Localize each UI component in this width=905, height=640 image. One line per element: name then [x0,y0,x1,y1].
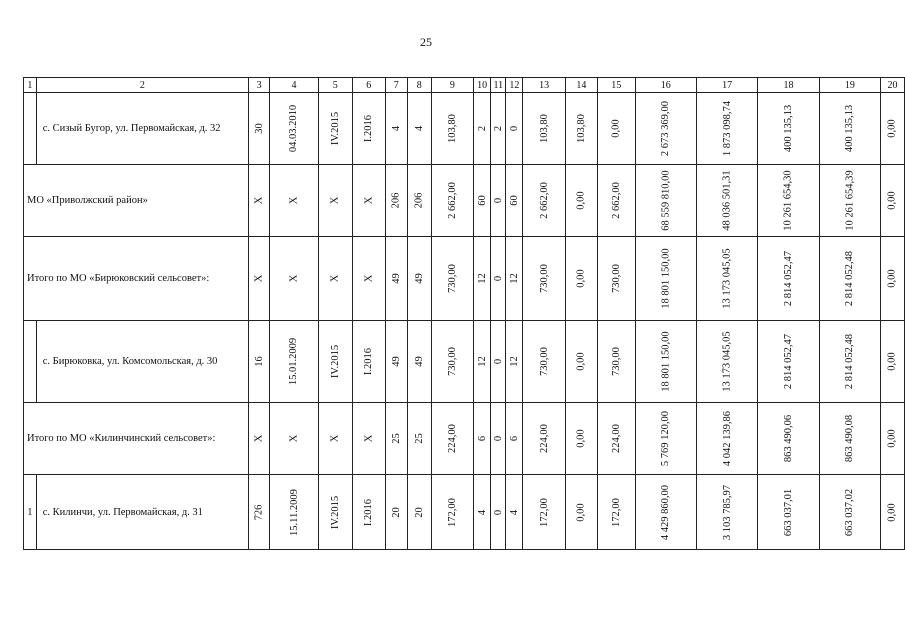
row-name: МО «Приволжский район» [24,165,249,237]
value-cell [491,165,506,237]
value-cell [635,237,696,321]
value-text: 20 [390,506,402,518]
value-text: IV.2015 [329,344,341,379]
value-text: 863 490,08 [844,414,856,463]
value-text: 6 [508,435,520,442]
value-text: 4 429 860,00 [660,484,672,540]
value-text: 2 662,00 [610,182,622,219]
value-text: 18 801 150,00 [660,331,672,392]
header-cell: 8 [407,78,431,93]
value-cell [491,93,506,165]
value-cell [474,93,491,165]
value-text: 730,00 [538,347,550,376]
value-cell [819,403,880,475]
value-cell [635,321,696,403]
value-text: 224,00 [610,424,622,453]
value-cell [431,403,473,475]
value-cell [270,93,318,165]
value-cell [758,321,819,403]
value-text: 20 [413,506,425,518]
value-text: 0 [492,197,504,204]
value-text: 49 [390,356,402,367]
value-cell [506,321,523,403]
value-text: 224,00 [538,424,550,453]
value-text: 2 662,00 [538,182,550,219]
value-cell [597,165,635,237]
value-cell [506,93,523,165]
value-text: 0,00 [575,191,587,210]
value-cell [474,165,491,237]
value-cell [597,321,635,403]
value-cell [565,475,597,550]
value-cell [431,165,473,237]
row-name: с. Килинчи, ул. Первомайская, д. 31 [36,475,248,550]
value-text: Х [363,434,375,443]
row-index [24,93,37,165]
value-text: 172,00 [610,497,622,527]
register-table [23,77,905,550]
page-number: 25 [420,35,432,49]
value-text: 730,00 [446,264,458,293]
value-text: 0 [492,435,504,442]
value-cell [407,165,431,237]
value-cell [407,321,431,403]
value-text: 172,00 [446,497,458,527]
value-text: 730,00 [610,264,622,293]
value-text: 13 173 045,05 [721,331,733,392]
value-cell [881,237,905,321]
value-text: 0 [508,125,520,132]
value-cell [696,165,757,237]
value-text: IV.2015 [329,111,341,146]
value-cell [352,165,385,237]
value-cell [696,237,757,321]
value-text: 0,00 [887,352,899,371]
value-text: 12 [508,356,520,367]
value-text: 4 042 139,86 [721,410,733,467]
value-cell [270,237,318,321]
value-text: 1 873 098,74 [721,100,733,157]
header-cell: 2 [36,78,248,93]
value-cell [506,475,523,550]
value-cell [474,403,491,475]
value-text: 13 173 045,05 [721,248,733,309]
value-text: 6 [476,435,488,442]
total-row [24,403,905,475]
value-cell [431,237,473,321]
header-cell: 4 [270,78,318,93]
value-cell [318,237,352,321]
value-text: 0,00 [887,429,899,448]
header-cell: 6 [352,78,385,93]
header-cell: 17 [696,78,757,93]
value-text: 10 261 654,39 [844,170,856,231]
value-text: Х [329,434,341,443]
value-cell [318,321,352,403]
value-text: 400 135,13 [844,104,856,153]
value-cell [819,165,880,237]
header-cell: 9 [431,78,473,93]
value-cell [635,475,696,550]
header-row [24,78,905,93]
value-text: 730,00 [538,264,550,293]
value-text: 0,00 [575,502,587,522]
value-cell [270,403,318,475]
value-text: 224,00 [446,424,458,453]
value-cell [758,165,819,237]
value-cell [758,475,819,550]
header-cell: 14 [565,78,597,93]
value-cell [248,403,269,475]
value-cell [819,475,880,550]
value-cell [318,93,352,165]
value-text: 0,00 [610,119,622,138]
value-cell [248,237,269,321]
value-cell [565,93,597,165]
header-cell: 3 [248,78,269,93]
row-name: с. Бирюковка, ул. Комсомольская, д. 30 [36,321,248,403]
value-cell [385,321,407,403]
value-text: 2 [492,125,504,132]
value-text: 3 103 785,97 [721,484,733,540]
value-text: 0,00 [887,269,899,288]
value-cell [696,93,757,165]
value-text: 103,80 [446,114,458,143]
value-cell [270,475,318,550]
header-cell: 16 [635,78,696,93]
object-row [24,475,905,550]
value-cell [385,237,407,321]
value-text: Х [253,274,265,283]
value-text: 60 [508,195,520,206]
value-cell [523,93,565,165]
value-text: I.2016 [363,347,375,376]
header-cell: 20 [881,78,905,93]
value-text: 2 662,00 [446,182,458,219]
value-cell [248,165,269,237]
value-text: 2 814 052,48 [844,333,856,390]
value-text: Х [253,434,265,443]
value-cell [597,237,635,321]
value-text: 4 [476,509,488,515]
value-text: Х [288,196,300,205]
header-cell: 18 [758,78,819,93]
value-text: 48 036 501,31 [721,170,733,231]
value-cell [523,475,565,550]
value-cell [491,237,506,321]
header-cell: 1 [24,78,37,93]
value-cell [407,475,431,550]
value-cell [696,403,757,475]
value-cell [506,237,523,321]
value-text: 103,80 [538,114,550,143]
header-cell: 10 [474,78,491,93]
header-cell: 5 [318,78,352,93]
value-cell [597,403,635,475]
value-text: 60 [476,195,488,206]
value-text: 206 [413,192,425,209]
value-cell [407,403,431,475]
row-name: с. Сизый Бугор, ул. Первомайская, д. 32 [36,93,248,165]
value-text: 0,00 [575,352,587,371]
value-text: 49 [390,273,402,284]
header-cell: 13 [523,78,565,93]
value-cell [565,321,597,403]
value-cell [506,165,523,237]
value-text: 4 [413,125,425,132]
value-text: 863 490,06 [783,414,795,463]
value-cell [352,93,385,165]
value-cell [318,403,352,475]
value-cell [819,321,880,403]
value-text: 2 814 052,47 [783,333,795,390]
header-cell: 11 [491,78,506,93]
value-cell [758,93,819,165]
value-cell [474,475,491,550]
value-text: 0,00 [887,191,899,210]
value-text: 103,80 [575,114,587,143]
object-row [24,93,905,165]
value-cell [881,93,905,165]
value-text: 25 [390,433,402,444]
value-cell [474,321,491,403]
value-text: Х [329,274,341,283]
value-text: 4 [508,509,520,515]
value-cell [491,403,506,475]
value-text: 30 [253,123,265,134]
value-cell [597,475,635,550]
value-cell [696,475,757,550]
value-text: 400 135,13 [783,104,795,153]
value-cell [431,321,473,403]
value-cell [407,237,431,321]
header-cell: 12 [506,78,523,93]
total-row [24,237,905,321]
value-cell [523,321,565,403]
value-text: I.2016 [363,498,375,526]
value-cell [881,165,905,237]
value-text: 0,00 [887,119,899,138]
value-text: 0 [492,358,504,365]
value-text: 730,00 [610,347,622,376]
value-cell [819,93,880,165]
value-text: 2 [476,125,488,132]
value-text: I.2016 [363,114,375,143]
value-cell [758,403,819,475]
header-cell: 19 [819,78,880,93]
row-name: Итого по МО «Килинчинский сельсовет»: [24,403,249,475]
value-cell [491,321,506,403]
value-cell [523,237,565,321]
value-cell [881,475,905,550]
value-text: 663 037,01 [783,488,795,536]
value-cell [352,321,385,403]
total-row [24,165,905,237]
value-cell [474,237,491,321]
value-text: 172,00 [538,497,550,527]
value-cell [635,93,696,165]
value-cell [506,403,523,475]
value-cell [385,475,407,550]
value-cell [431,475,473,550]
value-text: 16 [253,356,265,367]
value-text: Х [253,196,265,205]
value-cell [385,165,407,237]
value-cell [270,165,318,237]
value-text: 49 [413,356,425,367]
value-text: Х [363,274,375,283]
value-text: 0 [492,275,504,282]
header-cell: 15 [597,78,635,93]
value-text: 12 [476,356,488,367]
value-text: 12 [508,273,520,284]
value-text: 15.11.2009 [288,488,300,536]
value-cell [523,165,565,237]
value-text: 663 037,02 [844,488,856,536]
value-cell [318,475,352,550]
value-cell [696,321,757,403]
value-cell [248,321,269,403]
value-text: 2 814 052,47 [783,250,795,307]
value-cell [758,237,819,321]
value-cell [597,93,635,165]
value-cell [565,403,597,475]
value-cell [385,93,407,165]
value-text: 2 673 369,00 [660,100,672,157]
value-text: Х [363,196,375,205]
value-cell [431,93,473,165]
value-cell [523,403,565,475]
value-cell [318,165,352,237]
value-cell [565,165,597,237]
value-text: IV.2015 [329,495,341,529]
value-cell [270,321,318,403]
value-text: 0,00 [575,269,587,288]
value-cell [491,475,506,550]
value-text: Х [329,196,341,205]
value-text: 206 [390,192,402,209]
value-text: 726 [253,504,265,520]
value-text: 0 [492,509,504,515]
value-cell [407,93,431,165]
value-cell [881,403,905,475]
row-index: 1 [24,475,37,550]
value-cell [635,165,696,237]
value-text: 4 [390,125,402,132]
value-text: Х [288,434,300,443]
value-cell [352,475,385,550]
value-cell [881,321,905,403]
value-text: 04.03.2010 [288,104,300,153]
value-text: 18 801 150,00 [660,248,672,309]
row-index [24,321,37,403]
value-cell [635,403,696,475]
object-row [24,321,905,403]
value-text: 25 [413,433,425,444]
value-text: 68 559 810,00 [660,170,672,231]
value-text: 0,00 [575,429,587,448]
value-text: Х [288,274,300,283]
value-text: 15.01.2009 [288,337,300,386]
value-cell [565,237,597,321]
header-cell: 7 [385,78,407,93]
value-text: 0,00 [887,502,899,522]
value-text: 5 769 120,00 [660,410,672,467]
value-text: 49 [413,273,425,284]
value-cell [248,475,269,550]
value-text: 12 [476,273,488,284]
value-cell [385,403,407,475]
value-cell [352,237,385,321]
value-cell [352,403,385,475]
value-cell [248,93,269,165]
value-cell [819,237,880,321]
row-name: Итого по МО «Бирюковский сельсовет»: [24,237,249,321]
value-text: 10 261 654,30 [783,170,795,231]
value-text: 2 814 052,48 [844,250,856,307]
value-text: 730,00 [446,347,458,376]
